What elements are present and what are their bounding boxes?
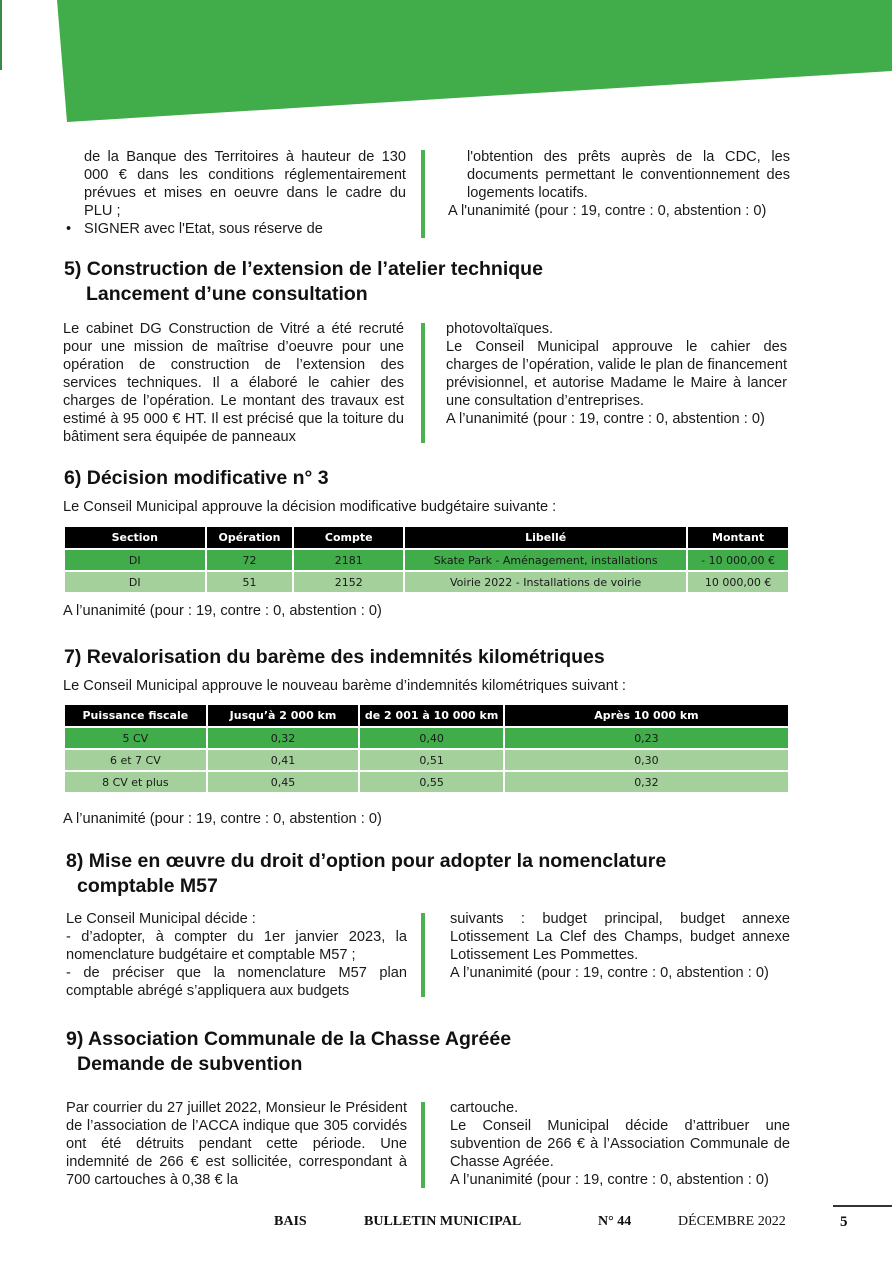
section4-left-column (62, 148, 406, 238)
cell: 0,32 (504, 771, 789, 793)
table-header-row (64, 704, 789, 727)
cell: 2152 (293, 571, 404, 593)
table-row (64, 771, 789, 793)
cell: 8 CV et plus (64, 771, 207, 793)
column-divider (421, 323, 425, 443)
section5-vote: A l’unanimité (pour : 19, contre : 0, abstention : 0) (446, 411, 765, 427)
col-libelle: Libellé (404, 526, 687, 549)
cell: 0,23 (504, 727, 789, 749)
section5-right-text-1: photovoltaïques. (446, 321, 554, 337)
cell: - 10 000,00 € (687, 549, 789, 571)
col-compte: Compte (293, 526, 404, 549)
cell: 51 (206, 571, 294, 593)
section8-title-line2: comptable M57 (77, 875, 218, 897)
cell: 5 CV (64, 727, 207, 749)
section9-vote: A l’unanimité (pour : 19, contre : 0, abstention : 0) (450, 1172, 769, 1188)
section4-right-text: l'obtention des prêts auprès de la CDC, les documents permettant le conventionnement des logements locatifs. (467, 149, 790, 201)
column-divider (421, 150, 425, 238)
section5-right-column (446, 320, 787, 428)
section9-right-column (450, 1099, 790, 1189)
section7-vote: A l’unanimité (pour : 19, contre : 0, abstention : 0) (63, 811, 382, 827)
footer-issue: N° 44 (598, 1214, 632, 1229)
table-row (64, 571, 789, 593)
cell: Voirie 2022 - Installations de voirie (404, 571, 687, 593)
section8-left-text-2: - d’adopter, à compter du 1er janvier 2023, la nomenclature budgétaire et comptable M57 ; (66, 929, 407, 963)
table-row (64, 727, 789, 749)
section8-left-column (66, 910, 407, 1000)
cell: 0,32 (207, 727, 360, 749)
col-after-10000: Après 10 000 km (504, 704, 789, 727)
section5-left-text: Le cabinet DG Construction de Vitré a été recruté pour une mission de maîtrise d’oeuvre pour une opération de construction de l’extension des services techniques. Il a élaboré le cahier des charges de l’opération. Le montant des travaux est estimé à 95 000 € HT. Il est précisé que la toiture du bâtiment sera équipée de panneaux (63, 321, 404, 445)
section9-right-text-1: cartouche. (450, 1100, 519, 1116)
cell: 0,55 (359, 771, 504, 793)
section9-title-line2: Demande de subvention (77, 1053, 303, 1075)
section8-right-column (450, 910, 790, 982)
col-puissance: Puissance fiscale (64, 704, 207, 727)
section6-title: 6) Décision modificative n° 3 (64, 467, 329, 489)
cell: DI (64, 549, 206, 571)
col-2001-10000: de 2 001 à 10 000 km (359, 704, 504, 727)
section4-right-column (448, 148, 790, 220)
section4-bullet-signer: • SIGNER avec l'Etat, sous réserve de (62, 220, 406, 238)
column-divider (421, 1102, 425, 1188)
column-divider (421, 913, 425, 997)
mileage-allowance-table (63, 703, 790, 794)
cell: DI (64, 571, 206, 593)
section4-vote: A l'unanimité (pour : 19, contre : 0, abstention : 0) (448, 203, 767, 219)
col-section: Section (64, 526, 206, 549)
section8-vote: A l’unanimité (pour : 19, contre : 0, abstention : 0) (450, 965, 769, 981)
footer-date: DÉCEMBRE 2022 (678, 1214, 786, 1229)
section6-lead: Le Conseil Municipal approuve la décision modificative budgétaire suivante : (63, 499, 557, 515)
section7-lead: Le Conseil Municipal approuve le nouveau barème d’indemnités kilométriques suivant : (63, 678, 626, 694)
footer-rule (833, 1205, 892, 1207)
section5-right-text-2: Le Conseil Municipal approuve le cahier des charges de l’opération, valide le plan de financement prévisionnel, et autorise Madame le Maire à lancer une consultation d’entreprises. (446, 339, 787, 409)
section9-right-text-2: Le Conseil Municipal décide d’attribuer une subvention de 266 € à l’Association Communale de Chasse Agréée. (450, 1118, 790, 1170)
section7-title: 7) Revalorisation du barème des indemnités kilométriques (64, 646, 605, 668)
col-operation: Opération (206, 526, 294, 549)
section9-left-text: Par courrier du 27 juillet 2022, Monsieur le Président de l’association de l’ACCA indique que 305 corvidés ont été détruits pendant cette période. Une indemnité de 266 € est sollicitée, correspondant à 700 cartouches à 0,38 € la (66, 1100, 407, 1188)
header-green-banner (0, 0, 892, 125)
cell: 72 (206, 549, 294, 571)
table-row (64, 549, 789, 571)
col-montant: Montant (687, 526, 789, 549)
footer-page-number: 5 (840, 1214, 848, 1230)
cell: 0,40 (359, 727, 504, 749)
section6-vote: A l’unanimité (pour : 19, contre : 0, abstention : 0) (63, 603, 382, 619)
cell: 0,51 (359, 749, 504, 771)
section8-right-text: suivants : budget principal, budget annexe Lotissement La Clef des Champs, budget annexe Lotissement Les Pommettes. (450, 911, 790, 963)
section4-paragraph: de la Banque des Territoires à hauteur de 130 000 € dans les conditions réglementairement prévues et mises en oeuvre dans le cadre du PLU ; (84, 149, 406, 219)
budget-modification-table (63, 525, 790, 594)
table-row (64, 749, 789, 771)
section9-left-column (66, 1099, 407, 1189)
page-edge-mark (0, 0, 2, 70)
col-upto-2000: Jusqu’à 2 000 km (207, 704, 360, 727)
footer-town: BAIS (274, 1214, 307, 1229)
section5-title-line1: 5) Construction de l’extension de l’atelier technique (64, 258, 543, 280)
cell: 10 000,00 € (687, 571, 789, 593)
section5-title-line2: Lancement d’une consultation (86, 283, 368, 305)
section8-title-line1: 8) Mise en œuvre du droit d’option pour adopter la nomenclature (66, 850, 667, 872)
cell: 0,30 (504, 749, 789, 771)
section9-title-line1: 9) Association Communale de la Chasse Agréée (66, 1028, 512, 1050)
cell: 2181 (293, 549, 404, 571)
section8-left-text-3: - de préciser que la nomenclature M57 plan comptable abrégé s’appliquera aux budgets (66, 965, 407, 999)
table-header-row (64, 526, 789, 549)
cell: 0,45 (207, 771, 360, 793)
section5-left-column (63, 320, 404, 446)
cell: 0,41 (207, 749, 360, 771)
cell: 6 et 7 CV (64, 749, 207, 771)
cell: Skate Park - Aménagement, installations (404, 549, 687, 571)
footer-publication: BULLETIN MUNICIPAL (364, 1214, 522, 1229)
page-footer (0, 1214, 892, 1238)
section8-left-text-1: Le Conseil Municipal décide : (66, 911, 256, 927)
